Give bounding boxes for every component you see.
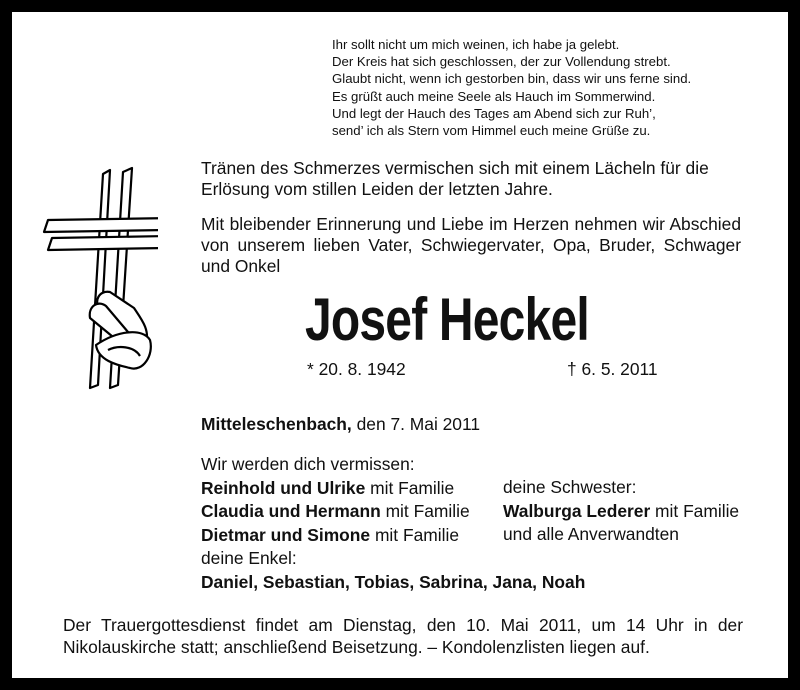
town: Mitteleschenbach, bbox=[201, 414, 352, 434]
mourners-heading: Wir werden dich vermissen: bbox=[201, 454, 415, 474]
deceased-name: Josef Heckel bbox=[305, 286, 589, 353]
sister-label: deine Schwester: bbox=[503, 477, 637, 497]
birth-date: * 20. 8. 1942 bbox=[307, 359, 406, 379]
date: den 7. Mai 2011 bbox=[351, 414, 481, 434]
grandchildren: Daniel, Sebastian, Tobias, Sabrina, Jana, Noah bbox=[201, 571, 586, 592]
poem-line: send’ ich als Stern vom Himmel euch meine Grüße zu. bbox=[332, 123, 651, 139]
poem-line: Ihr sollt nicht um mich weinen, ich habe ja gelebt. bbox=[332, 37, 620, 52]
intro-text: Tränen des Schmerzes vermischen sich mit einem Lächeln für die Erlösung vom stillen Leiden der letzten Jahre. bbox=[201, 158, 709, 199]
mourner-family: Claudia und Hermann mit Familie bbox=[201, 501, 470, 521]
grandchildren-label: deine Enkel: bbox=[201, 548, 297, 568]
mourner-family: Reinhold und Ulrike mit Familie bbox=[201, 477, 455, 498]
poem-line: Glaubt nicht, wenn ich gestorben bin, dass wir uns ferne sind. bbox=[332, 71, 692, 87]
mourner-family: Dietmar und Simone mit Familie bbox=[201, 524, 459, 545]
mourners-sister bbox=[503, 476, 739, 547]
poem-line: Und legt der Hauch des Tages am Abend sich zur Ruh’, bbox=[332, 105, 656, 121]
sister: Walburga Lederer mit Familie bbox=[503, 500, 740, 521]
relatives: und alle Anverwandten bbox=[503, 524, 679, 544]
cross-with-praying-hands-icon bbox=[38, 160, 158, 400]
farewell-text: Mit bleibender Erinnerung und Liebe im Herzen nehmen wir Abschied von unserem lieben Vater, Schwiegervater, Opa, Bruder, Schwager und Onkel bbox=[201, 214, 741, 276]
poem-line: Der Kreis hat sich geschlossen, der zur Vollendung strebt. bbox=[332, 54, 671, 70]
poem bbox=[332, 36, 691, 139]
poem-line: Es grüßt auch meine Seele als Hauch im Sommerwind. bbox=[332, 88, 656, 104]
death-date: † 6. 5. 2011 bbox=[567, 359, 658, 379]
service-info: Der Trauergottesdienst findet am Dienstag, den 10. Mai 2011, um 14 Uhr in der Nikolauskirche statt; anschließend Beisetzung. – Kondolenzlisten liegen auf. bbox=[63, 615, 743, 657]
place-date bbox=[201, 414, 480, 435]
